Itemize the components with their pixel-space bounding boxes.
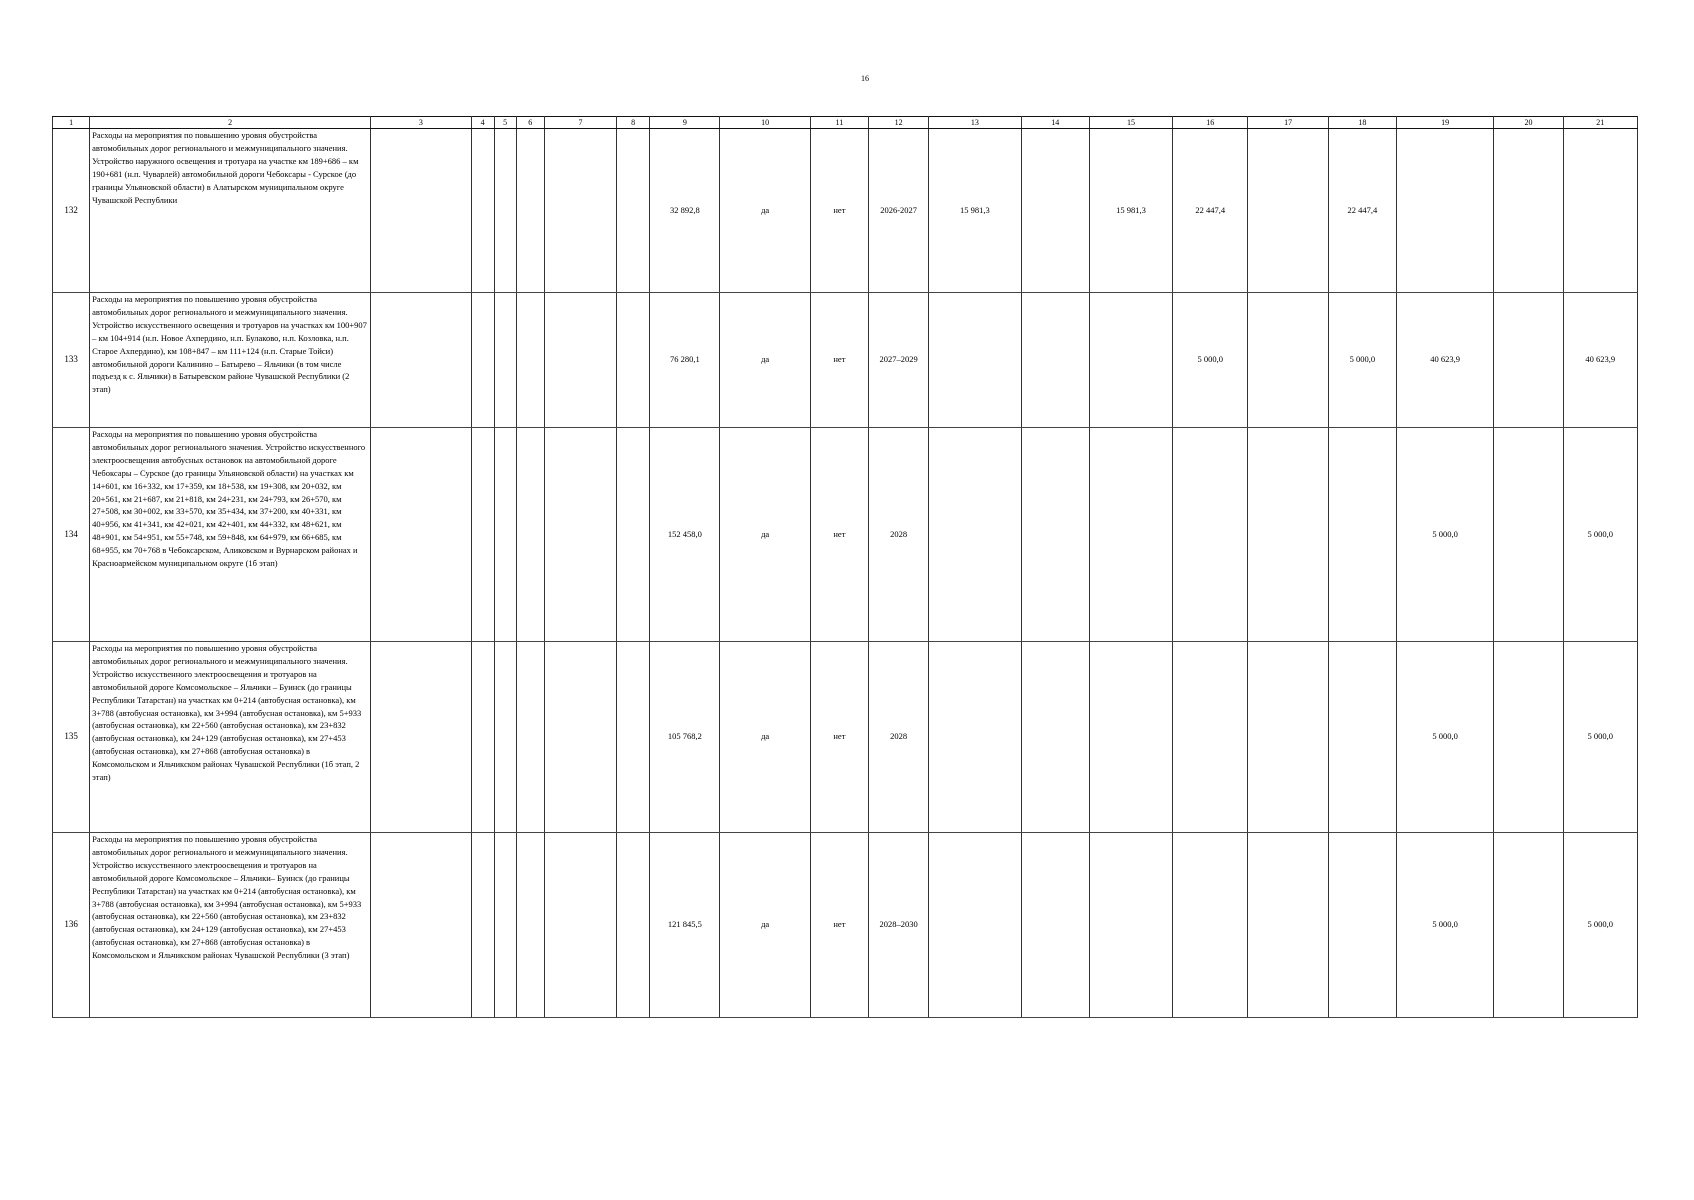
cell-col-6 xyxy=(516,129,544,293)
column-header: 17 xyxy=(1248,117,1328,129)
cell-col-7 xyxy=(544,293,616,428)
column-header: 6 xyxy=(516,117,544,129)
column-header: 4 xyxy=(471,117,494,129)
cell-col-4 xyxy=(471,833,494,1018)
cell-col-20 xyxy=(1494,129,1563,293)
column-header: 8 xyxy=(617,117,650,129)
table-body xyxy=(53,129,1638,1018)
cell-col-16 xyxy=(1173,833,1248,1018)
row-number: 134 xyxy=(53,428,90,642)
cell-col-21 xyxy=(1563,129,1637,293)
cell-col-3 xyxy=(371,428,471,642)
column-header: 16 xyxy=(1173,117,1248,129)
cell-col-9: 152 458,0 xyxy=(650,428,720,642)
table-row xyxy=(53,293,1638,428)
cell-col-12: 2028–2030 xyxy=(869,833,929,1018)
column-header: 14 xyxy=(1021,117,1089,129)
cell-col-4 xyxy=(471,642,494,833)
cell-col-6 xyxy=(516,833,544,1018)
cell-col-11: нет xyxy=(810,129,868,293)
cell-col-13 xyxy=(929,293,1021,428)
page-number: 16 xyxy=(861,74,869,83)
column-header: 19 xyxy=(1396,117,1493,129)
cell-col-15: 15 981,3 xyxy=(1089,129,1172,293)
cell-col-5 xyxy=(494,833,516,1018)
cell-col-3 xyxy=(371,129,471,293)
cell-col-20 xyxy=(1494,642,1563,833)
cell-col-16 xyxy=(1173,428,1248,642)
cell-col-15 xyxy=(1089,642,1172,833)
column-header: 5 xyxy=(494,117,516,129)
cell-col-13: 15 981,3 xyxy=(929,129,1021,293)
cell-col-10: да xyxy=(720,642,810,833)
cell-col-8 xyxy=(617,129,650,293)
cell-col-18 xyxy=(1328,833,1396,1018)
cell-col-12: 2027–2029 xyxy=(869,293,929,428)
cell-col-9: 32 892,8 xyxy=(650,129,720,293)
cell-col-21: 5 000,0 xyxy=(1563,833,1637,1018)
cell-col-8 xyxy=(617,833,650,1018)
column-header: 21 xyxy=(1563,117,1637,129)
cell-col-10: да xyxy=(720,428,810,642)
row-description: Расходы на мероприятия по повышению уровня обустройства автомобильных дорог регионального и межмуниципального значения. Устройство наружного освещения и тротуара на участке км 189+686 – км 190+681 (н.п. Чуварлей) автомобильной дороги Чебоксары - Сурское (до границы Ульяновской области) в Алатырском муниципальном округе Чувашской Республики xyxy=(90,129,371,293)
cell-col-8 xyxy=(617,642,650,833)
cell-col-5 xyxy=(494,642,516,833)
cell-col-14 xyxy=(1021,833,1089,1018)
cell-col-12: 2026-2027 xyxy=(869,129,929,293)
column-header: 1 xyxy=(53,117,90,129)
column-header: 3 xyxy=(371,117,471,129)
column-header: 12 xyxy=(869,117,929,129)
cell-col-19: 5 000,0 xyxy=(1396,642,1493,833)
cell-col-5 xyxy=(494,293,516,428)
cell-col-17 xyxy=(1248,129,1328,293)
cell-col-18: 5 000,0 xyxy=(1328,293,1396,428)
column-header: 7 xyxy=(544,117,616,129)
cell-col-15 xyxy=(1089,293,1172,428)
column-header: 9 xyxy=(650,117,720,129)
cell-col-3 xyxy=(371,642,471,833)
column-header: 15 xyxy=(1089,117,1172,129)
cell-col-20 xyxy=(1494,428,1563,642)
cell-col-21: 40 623,9 xyxy=(1563,293,1637,428)
cell-col-10: да xyxy=(720,833,810,1018)
cell-col-20 xyxy=(1494,833,1563,1018)
cell-col-19: 5 000,0 xyxy=(1396,428,1493,642)
cell-col-7 xyxy=(544,642,616,833)
cell-col-8 xyxy=(617,293,650,428)
data-table xyxy=(52,116,1638,1018)
cell-col-11: нет xyxy=(810,428,868,642)
cell-col-10: да xyxy=(720,293,810,428)
cell-col-19: 40 623,9 xyxy=(1396,293,1493,428)
cell-col-14 xyxy=(1021,642,1089,833)
cell-col-11: нет xyxy=(810,642,868,833)
row-description: Расходы на мероприятия по повышению уровня обустройства автомобильных дорог регионального значения. Устройство искусственного электроосвещения автобусных остановок на автомобильной дороге Чебоксары – Сурское (до границы Ульяновской области) на участках км 14+601, км 16+332, км 17+359, км 18+538, км 19+308, км 20+032, км 20+561, км 21+687, км 21+818, км 24+231, км 24+793, км 26+570, км 27+508, км 30+002, км 33+570, км 35+434, км 37+200, км 40+331, км 40+956, км 41+341, км 42+021, км 42+401, км 44+332, км 48+621, км 48+901, км 54+951, км 55+748, км 59+848, км 64+979, км 66+685, км 68+955, км 70+768 в Чебоксарском, Аликовском и Вурнарском районах и Красноармейском муниципальном округе (1б этап) xyxy=(90,428,371,642)
cell-col-15 xyxy=(1089,428,1172,642)
cell-col-18: 22 447,4 xyxy=(1328,129,1396,293)
row-number: 132 xyxy=(53,129,90,293)
cell-col-4 xyxy=(471,293,494,428)
cell-col-8 xyxy=(617,428,650,642)
cell-col-5 xyxy=(494,129,516,293)
cell-col-7 xyxy=(544,833,616,1018)
cell-col-9: 105 768,2 xyxy=(650,642,720,833)
cell-col-18 xyxy=(1328,428,1396,642)
column-header: 2 xyxy=(90,117,371,129)
column-header: 13 xyxy=(929,117,1021,129)
table-row xyxy=(53,129,1638,293)
cell-col-9: 121 845,5 xyxy=(650,833,720,1018)
cell-col-12: 2028 xyxy=(869,428,929,642)
cell-col-4 xyxy=(471,428,494,642)
cell-col-13 xyxy=(929,642,1021,833)
cell-col-16: 5 000,0 xyxy=(1173,293,1248,428)
cell-col-19: 5 000,0 xyxy=(1396,833,1493,1018)
column-header: 18 xyxy=(1328,117,1396,129)
cell-col-6 xyxy=(516,642,544,833)
cell-col-17 xyxy=(1248,428,1328,642)
column-header: 11 xyxy=(810,117,868,129)
cell-col-7 xyxy=(544,428,616,642)
column-header: 20 xyxy=(1494,117,1563,129)
cell-col-4 xyxy=(471,129,494,293)
cell-col-14 xyxy=(1021,293,1089,428)
cell-col-7 xyxy=(544,129,616,293)
cell-col-12: 2028 xyxy=(869,642,929,833)
cell-col-17 xyxy=(1248,642,1328,833)
cell-col-10: да xyxy=(720,129,810,293)
row-number: 133 xyxy=(53,293,90,428)
row-description: Расходы на мероприятия по повышению уровня обустройства автомобильных дорог регионального и межмуниципального значения. Устройство искусственного электроосвещения и тротуаров на автомобильной дороге Комсомольское – Яльчики– Буинск (до границы Республики Татарстан) на участках км 0+214 (автобусная остановка), км 3+788 (автобусная остановка), км 3+994 (автобусная остановка), км 5+933 (автобусная остановка), км 22+560 (автобусная остановка), км 23+832 (автобусная остановка), км 24+129 (автобусная остановка), км 27+453 (автобусная остановка), км 27+868 (автобусная остановка) в Комсомольском и Яльчикском районах Чувашской Республики (3 этап) xyxy=(90,833,371,1018)
cell-col-3 xyxy=(371,833,471,1018)
cell-col-13 xyxy=(929,428,1021,642)
table-row xyxy=(53,428,1638,642)
cell-col-17 xyxy=(1248,293,1328,428)
cell-col-16 xyxy=(1173,642,1248,833)
cell-col-11: нет xyxy=(810,833,868,1018)
table-row xyxy=(53,833,1638,1018)
cell-col-6 xyxy=(516,293,544,428)
cell-col-6 xyxy=(516,428,544,642)
cell-col-20 xyxy=(1494,293,1563,428)
cell-col-14 xyxy=(1021,428,1089,642)
cell-col-17 xyxy=(1248,833,1328,1018)
cell-col-14 xyxy=(1021,129,1089,293)
row-number: 135 xyxy=(53,642,90,833)
header-row xyxy=(53,117,1638,129)
column-header: 10 xyxy=(720,117,810,129)
cell-col-11: нет xyxy=(810,293,868,428)
cell-col-9: 76 280,1 xyxy=(650,293,720,428)
cell-col-21: 5 000,0 xyxy=(1563,428,1637,642)
cell-col-3 xyxy=(371,293,471,428)
cell-col-18 xyxy=(1328,642,1396,833)
cell-col-19 xyxy=(1396,129,1493,293)
cell-col-16: 22 447,4 xyxy=(1173,129,1248,293)
cell-col-21: 5 000,0 xyxy=(1563,642,1637,833)
row-description: Расходы на мероприятия по повышению уровня обустройства автомобильных дорог регионального и межмуниципального значения. Устройство искусственного электроосвещения и тротуаров на автомобильной дороге Комсомольское – Яльчики – Буинск (до границы Республики Татарстан) на участках км 0+214 (автобусная остановка), км 3+788 (автобусная остановка), км 3+994 (автобусная остановка), км 5+933 (автобусная остановка), км 22+560 (автобусная остановка), км 23+832 (автобусная остановка), км 24+129 (автобусная остановка), км 27+453 (автобусная остановка), км 27+868 (автобусная остановка) в Комсомольском и Яльчикском районах Чувашской Республики (1б этап, 2 этап) xyxy=(90,642,371,833)
table-row xyxy=(53,642,1638,833)
row-description: Расходы на мероприятия по повышению уровня обустройства автомобильных дорог регионального и межмуниципального значения. Устройство искусственного освещения и тротуаров на участках км 100+907 – км 104+914 (н.п. Новое Ахпердино, н.п. Булаково, н.п. Козловка, н.п. Старое Ахпердино), км 108+847 – км 111+124 (н.п. Старые Тойси) автомобильной дороги Калинино – Батырево – Яльчики (в том числе подъезд к с. Яльчики) в Батыревском районе Чувашской Республики (2 этап) xyxy=(90,293,371,428)
cell-col-13 xyxy=(929,833,1021,1018)
cell-col-15 xyxy=(1089,833,1172,1018)
row-number: 136 xyxy=(53,833,90,1018)
cell-col-5 xyxy=(494,428,516,642)
